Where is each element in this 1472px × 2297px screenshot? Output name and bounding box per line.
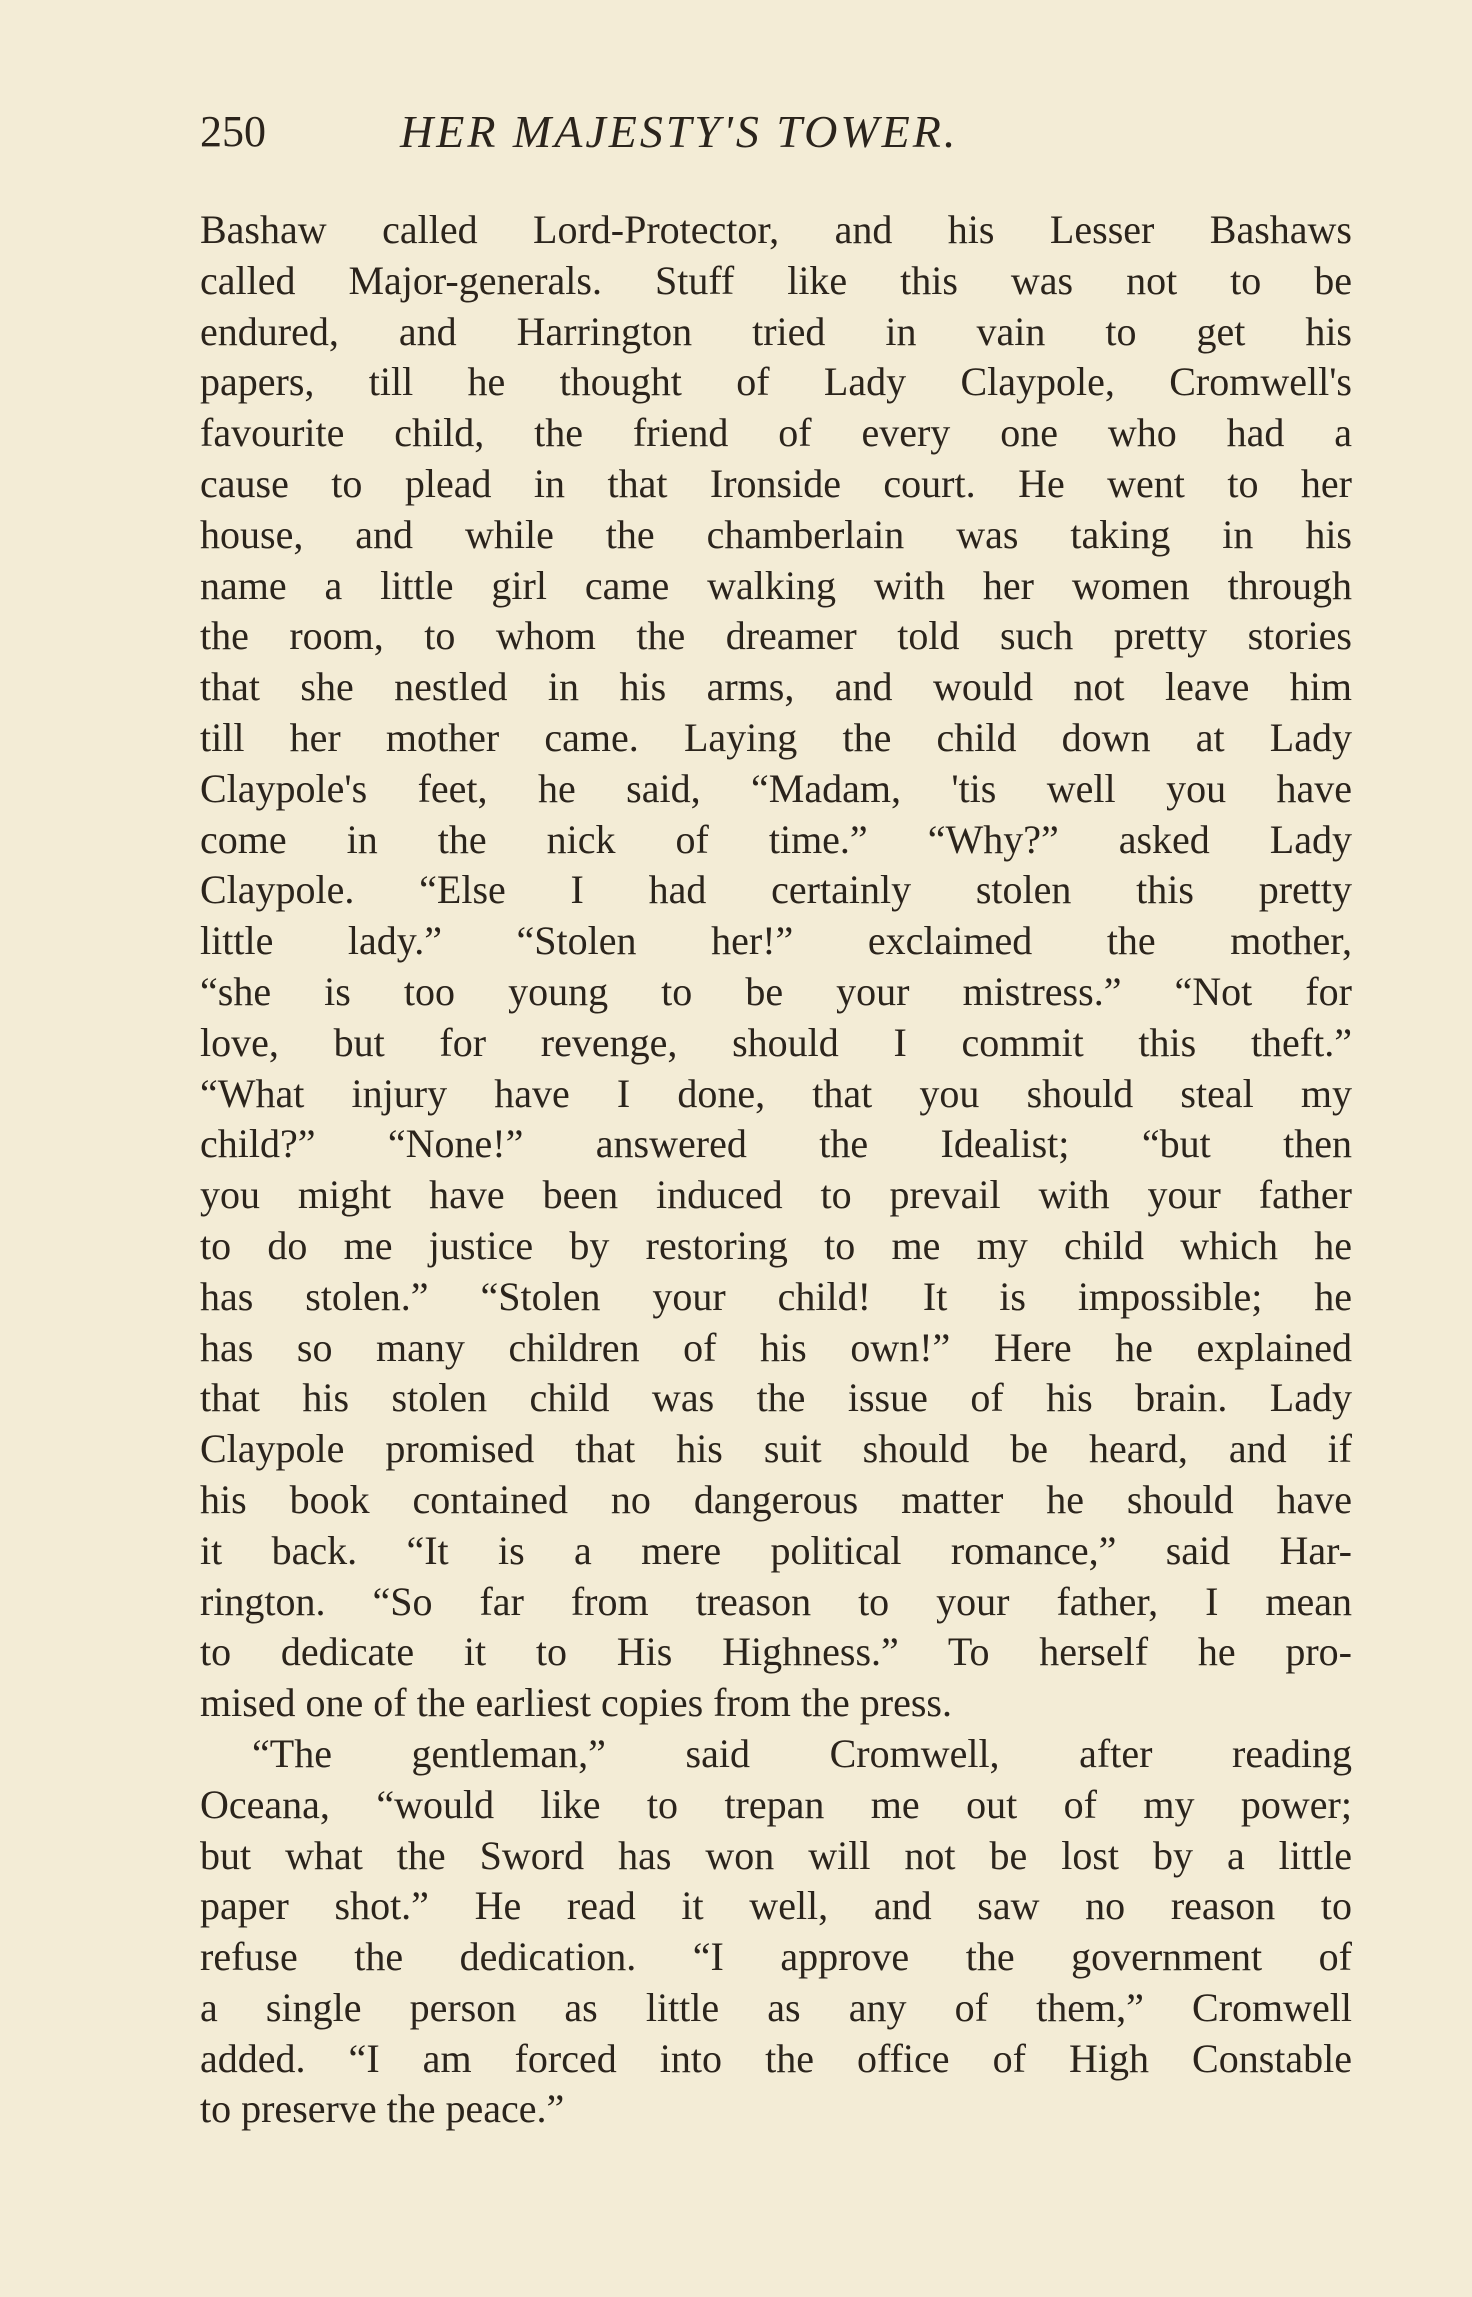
text-line: Claypole promised that his suit should be heard, and if [200,1426,1352,1472]
text-line: Claypole's feet, he said, “Madam, 'tis well you have [200,765,1352,811]
text-line: it back. “It is a mere political romance,” said Har- [200,1527,1352,1573]
page-header [200,102,1352,162]
text-line: you might have been induced to prevail with your father [200,1172,1352,1218]
text-line: that she nestled in his arms, and would not leave him [200,664,1352,710]
text-line: to preserve the peace.” [200,2086,565,2132]
text-line: paper shot.” He read it well, and saw no reason to [200,1883,1352,1929]
text-line: name a little girl came walking with her women through [200,562,1352,608]
text-line: house, and while the chamberlain was taking in his [200,511,1352,557]
text-line: “she is too young to be your mistress.” “Not for [200,968,1352,1014]
text-line: added. “I am forced into the office of High Constable [200,2035,1352,2081]
text-line: cause to plead in that Ironside court. He went to her [200,460,1352,506]
text-line: mised one of the earliest copies from the press. [200,1680,952,1726]
text-line: that his stolen child was the issue of his brain. Lady [200,1375,1352,1421]
text-line: called Major-generals. Stuff like this was not to be [200,257,1352,303]
text-line: has so many children of his own!” Here he explained [200,1324,1352,1370]
text-line: his book contained no dangerous matter he should have [200,1476,1352,1522]
text-line: little lady.” “Stolen her!” exclaimed the mother, [200,918,1352,964]
text-line: to dedicate it to His Highness.” To herself he pro- [200,1629,1352,1675]
text-line: Claypole. “Else I had certainly stolen this pretty [200,867,1352,913]
body-text [200,205,1352,2135]
text-line: endured, and Harrington tried in vain to get his [200,308,1352,354]
text-line: favourite child, the friend of every one who had a [200,410,1352,456]
text-line: Bashaw called Lord-Protector, and his Lesser Bashaws [200,207,1352,252]
text-line: come in the nick of time.” “Why?” asked Lady [200,816,1352,862]
text-line: “What injury have I done, that you should steal my [200,1070,1352,1116]
text-line: but what the Sword has won will not be lost by a little [200,1832,1352,1878]
text-line: rington. “So far from treason to your father, I mean [200,1578,1352,1624]
text-line: “The gentleman,” said Cromwell, after reading [252,1730,1352,1776]
running-head: HER MAJESTY'S TOWER. [400,106,959,157]
text-line: has stolen.” “Stolen your child! It is impossible; he [200,1273,1352,1319]
text-line: love, but for revenge, should I commit this theft.” [200,1019,1352,1065]
text-line: papers, till he thought of Lady Claypole, Cromwell's [200,359,1352,405]
text-line: refuse the dedication. “I approve the government of [200,1934,1352,1980]
text-line: till her mother came. Laying the child down at Lady [200,714,1352,760]
text-line: to do me justice by restoring to me my child which he [200,1222,1352,1268]
page-number: 250 [200,107,266,156]
text-line: the room, to whom the dreamer told such pretty stories [200,613,1352,659]
text-line: a single person as little as any of them,” Cromwell [200,1984,1352,2030]
text-line: child?” “None!” answered the Idealist; “but then [200,1121,1352,1167]
text-line: Oceana, “would like to trepan me out of my power; [200,1781,1352,1827]
